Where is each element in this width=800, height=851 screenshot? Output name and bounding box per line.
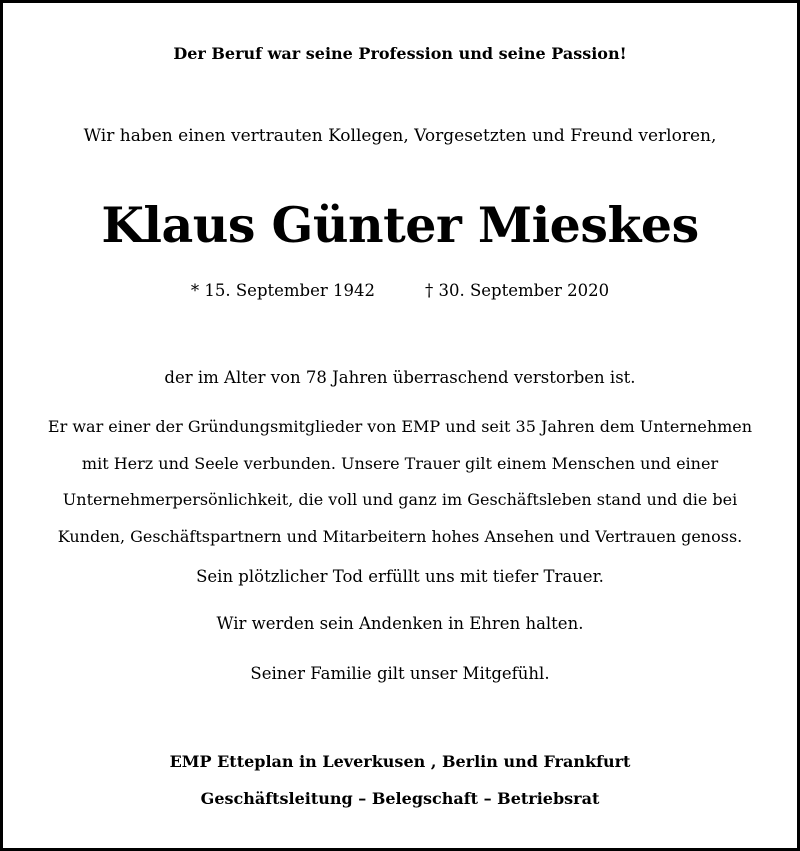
tribute-paragraph (0, 409, 800, 555)
staff-signature: Geschäftsleitung – Belegschaft – Betriebsrat (200, 789, 600, 808)
intro-text: Wir haben einen vertrauten Kollegen, Vorgesetzten und Freund verloren, (83, 126, 717, 146)
age-text: der im Alter von 78 Jahren überraschend verstorben ist. (164, 368, 636, 387)
tribute-line: Kunden, Geschäftspartnern und Mitarbeitern hohes Ansehen und Vertrauen genoss. (57, 526, 743, 546)
motto-heading: Der Beruf war seine Profession und seine Passion! (173, 44, 627, 63)
life-dates (0, 281, 800, 300)
tribute-line: Er war einer der Gründungsmitglieder von EMP und seit 35 Jahren dem Unternehmen (47, 417, 753, 436)
family-text: Seiner Familie gilt unser Mitgefühl. (250, 664, 550, 683)
birth-date: * 15. September 1942 (190, 281, 375, 300)
death-date: † 30. September 2020 (425, 281, 610, 300)
company-signature: EMP Etteplan in Leverkusen , Berlin und Frankfurt (169, 752, 631, 771)
deceased-name: Klaus Günter Mieskes (101, 196, 699, 254)
memory-text: Wir werden sein Andenken in Ehren halten. (216, 614, 584, 633)
tribute-line: mit Herz und Seele verbunden. Unsere Trauer gilt einem Menschen und einer (81, 453, 719, 473)
tribute-line: Unternehmerpersönlichkeit, die voll und ganz im Geschäftsleben stand und die bei (62, 490, 738, 509)
grief-text: Sein plötzlicher Tod erfüllt uns mit tiefer Trauer. (196, 567, 604, 586)
